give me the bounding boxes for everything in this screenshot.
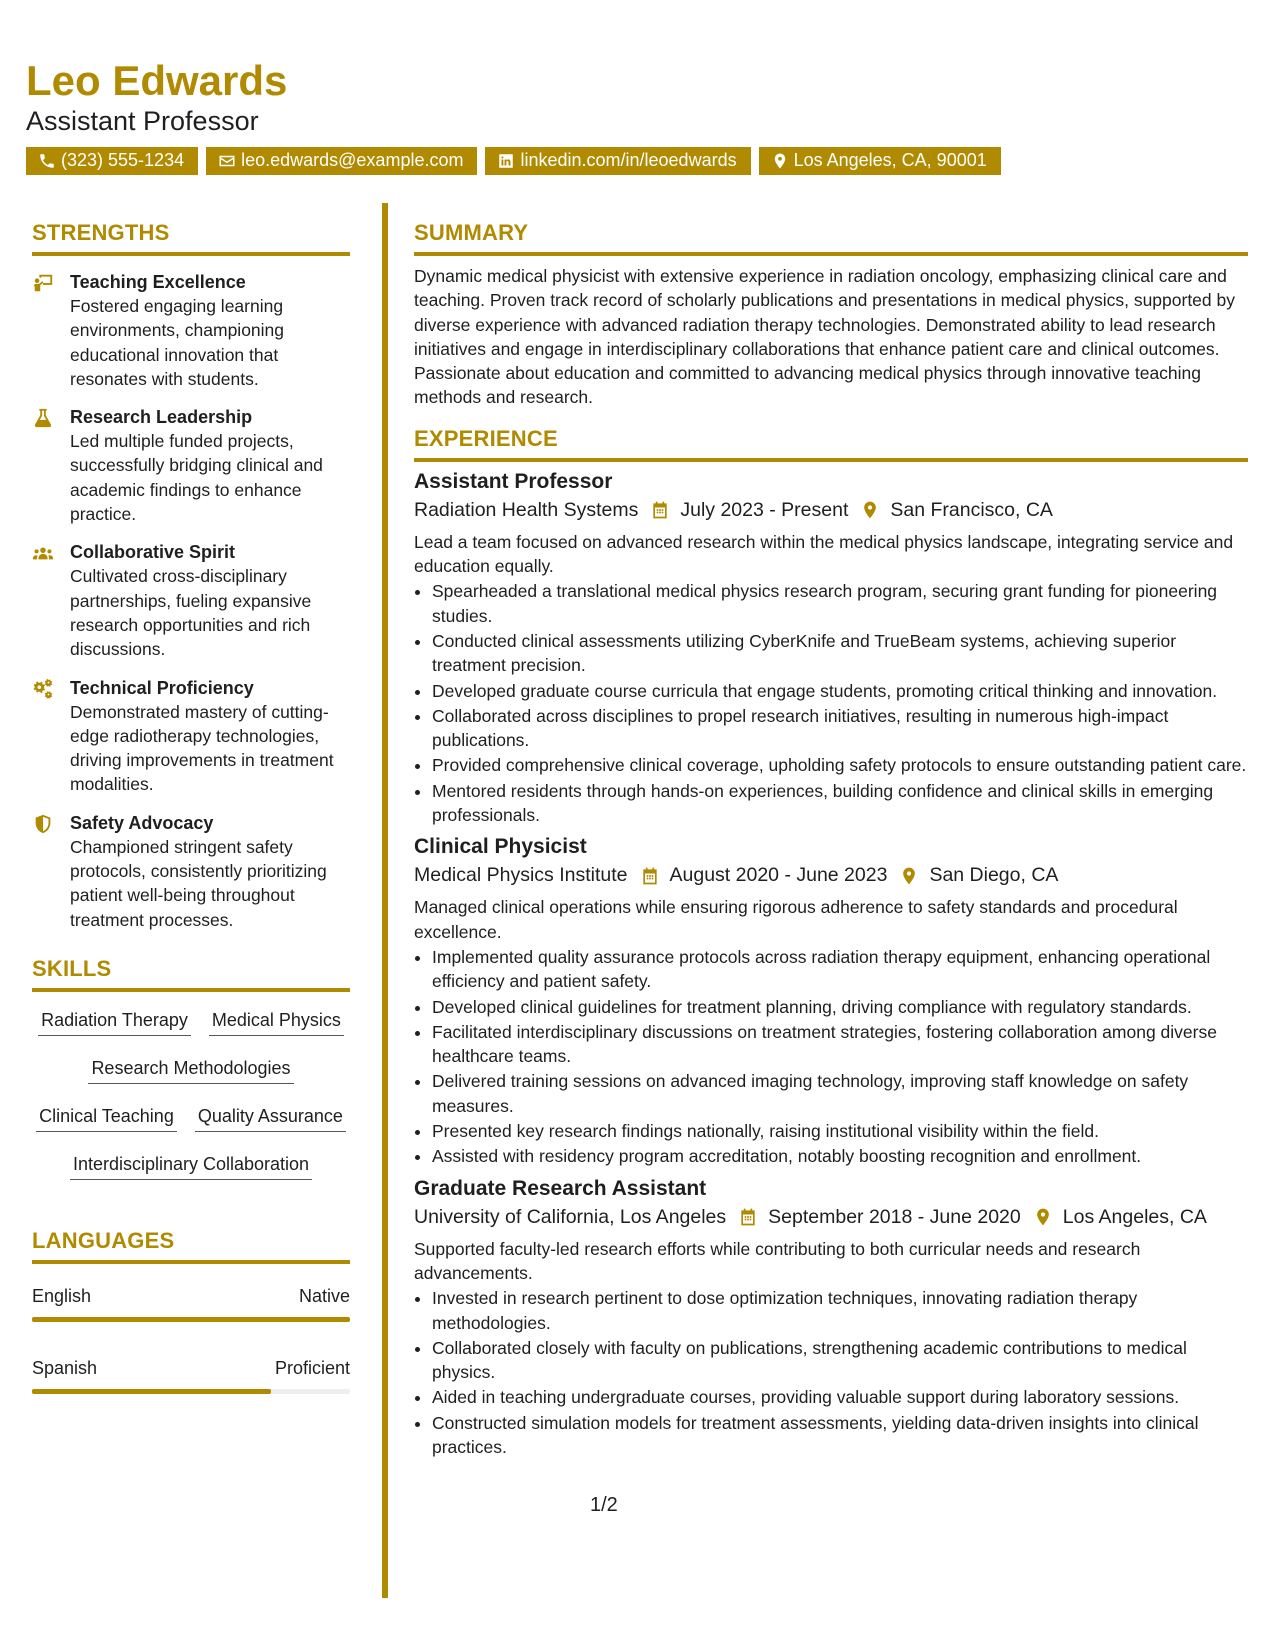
job-bullet: • Developed clinical guidelines for treatment planning, driving compliance with regulatory standards. [432,995,1248,1019]
strength-item [32,811,350,932]
job-bullet: • Developed graduate course curricula that engage students, promoting critical thinking and innovation. [432,679,1248,703]
skills-section [32,956,350,1180]
skills-heading: SKILLS [32,955,112,981]
language-level: Native [298,1285,350,1306]
job-bullet: • Conducted clinical assessments utilizing CyberKnife and TrueBeam systems, achieving superior treatment precision. [432,629,1248,678]
job-title: Assistant Professor [414,469,613,493]
page-number: 1/2 [590,1494,618,1516]
gears-icon [32,678,54,700]
language-level: Proficient [274,1357,350,1378]
strength-item [32,676,350,797]
strength-desc: Championed stringent safety protocols, consistently prioritizing patient well-being throughout treatment processes. [70,836,327,930]
job-company: University of California, Los Angeles [414,1205,727,1228]
job-bullets [414,1286,1248,1459]
section-rule [32,988,350,992]
section-rule [414,252,1248,256]
job-meta [414,864,1248,887]
experience-section [414,426,1248,1460]
calendar-icon [738,1207,758,1227]
location-pin-icon [1033,1207,1053,1227]
languages-heading: LANGUAGES [32,1227,175,1253]
job-location: Los Angeles, CA [1062,1205,1207,1228]
job-dates: July 2023 - Present [680,498,849,521]
job-bullet: • Provided comprehensive clinical coverage, upholding safety protocols to ensure outstanding patient care. [432,753,1248,777]
strength-desc: Cultivated cross-disciplinary partnerships, fueling expansive research opportunities and rich discussions. [70,566,312,660]
candidate-title: Assistant Professor [26,106,259,137]
summary-heading: SUMMARY [414,220,529,245]
strength-desc: Fostered engaging learning environments, championing educational innovation that resonates with students. [70,296,285,389]
job-bullet: • Presented key research findings nationally, raising institutional visibility within the field. [432,1119,1248,1143]
phone-icon [38,152,56,170]
job-meta [414,499,1248,522]
strength-desc: Demonstrated mastery of cutting-edge radiotherapy technologies, driving improvements in treatment modalities. [70,701,334,795]
contact-email[interactable] [206,147,477,175]
job-location: San Francisco, CA [890,498,1053,521]
strength-title: Research Leadership [70,407,253,428]
strength-item [32,540,350,661]
job-bullet: • Collaborated across disciplines to propel research initiatives, resulting in numerous high-impact publications. [432,704,1248,753]
language-level-fill [32,1389,271,1394]
job-dates: August 2020 - June 2023 [669,864,888,887]
strength-desc: Led multiple funded projects, successfully bridging clinical and academic findings to enhance practice. [70,431,323,525]
job-location: San Diego, CA [929,864,1059,887]
right-column [414,220,1248,1465]
job-bullet: • Constructed simulation models for treatment assessments, yielding data-driven insights into clinical practices. [432,1411,1248,1460]
job-company: Medical Physics Institute [414,864,628,887]
contact-location-text: Los Angeles, CA, 90001 [793,150,987,171]
language-name: Spanish [32,1357,98,1378]
job-bullet: • Facilitated interdisciplinary discussions on treatment strategies, fostering collaboration among diverse healthcare teams. [432,1020,1248,1069]
experience-heading: EXPERIENCE [414,425,558,451]
job-bullets [414,945,1248,1169]
left-column [32,220,350,1394]
skill-tag: Radiation Therapy [38,1010,191,1036]
job-dates: September 2018 - June 2020 [768,1205,1021,1228]
job-bullet: • Mentored residents through hands-on experiences, building confidence and clinical skills in emerging professionals. [432,779,1248,828]
job-bullet: • Aided in teaching undergraduate courses, providing valuable support during laboratory sessions. [432,1385,1248,1409]
location-pin-icon [771,152,789,170]
job-bullet: • Implemented quality assurance protocols across radiation therapy equipment, enhancing operational efficiency and patient safety. [432,945,1248,994]
column-divider [382,203,388,1598]
job-entry [414,835,1248,1168]
job-entry [414,1177,1248,1460]
users-icon [32,542,54,564]
strength-title: Teaching Excellence [70,272,246,292]
teacher-icon [32,272,54,294]
linkedin-icon [497,152,515,170]
skill-tag: Quality Assurance [195,1106,346,1132]
location-pin-icon [899,866,919,886]
job-bullet: • Collaborated closely with faculty on publications, strengthening academic contributions to medical physics. [432,1336,1248,1385]
job-entry [414,470,1248,828]
job-meta [414,1206,1248,1229]
job-title: Clinical Physicist [414,835,587,859]
languages-section [32,1228,350,1394]
job-description: Managed clinical operations while ensuring rigorous adherence to safety standards and procedural excellence. [414,897,1178,942]
calendar-icon [650,500,670,520]
job-bullet: • Delivered training sessions on advanced imaging technology, improving staff knowledge on safety measures. [432,1069,1248,1118]
job-bullets [414,579,1248,827]
skills-list [32,1010,350,1180]
contact-phone[interactable] [26,147,198,175]
job-title: Graduate Research Assistant [414,1176,707,1200]
contact-bar [26,147,1235,175]
job-description: Supported faculty-led research efforts while contributing to both curricular needs and research advancements. [414,1238,1141,1283]
shield-icon [32,813,54,835]
job-bullet: • Invested in research pertinent to dose optimization techniques, innovating radiation therapy methodologies. [432,1286,1248,1335]
language-level-fill [32,1317,350,1322]
skill-tag: Medical Physics [209,1010,344,1036]
job-bullet: • Spearheaded a translational medical physics research program, securing grant funding for pioneering studies. [432,579,1248,628]
strength-item [32,270,350,391]
contact-linkedin[interactable] [485,147,750,175]
summary-section [414,220,1248,410]
contact-location [759,147,1001,175]
section-rule [32,252,350,256]
job-bullet: • Assisted with residency program accreditation, notably boosting recognition and enrollment. [432,1144,1248,1168]
skill-tag: Clinical Teaching [36,1106,177,1132]
skill-tag: Research Methodologies [88,1058,293,1084]
candidate-name: Leo Edwards [26,57,288,104]
language-item [32,1286,350,1322]
strength-item [32,405,350,526]
contact-email-text: leo.edwards@example.com [241,150,464,171]
resume-header [26,58,1235,175]
language-item [32,1358,350,1394]
language-level-bar [32,1317,350,1322]
strength-title: Safety Advocacy [70,812,214,833]
location-pin-icon [860,500,880,520]
section-rule [414,458,1248,462]
summary-text: Dynamic medical physicist with extensive experience in radiation oncology, emphasizing clinical care and teaching. Proven track record of scholarly publications and presentations in medical physics, supported by diverse experience with advanced radiation therapy technologies. Demonstrated ability to lead research initiatives and engage in interdisciplinary collaborations that enhance patient care and clinical outcomes. Passionate about education and committed to advancing medical physics through innovative teaching methods and research. [414,266,1235,408]
envelope-icon [218,152,236,170]
contact-linkedin-text: linkedin.com/in/leoedwards [520,150,737,171]
strengths-heading: STRENGTHS [32,220,170,245]
language-level-bar [32,1389,350,1394]
language-name: English [32,1285,92,1306]
flask-icon [32,407,54,429]
job-description: Lead a team focused on advanced research within the medical physics landscape, integrating service and education equally. [414,531,1234,577]
strength-title: Technical Proficiency [70,677,254,698]
strengths-section [32,220,350,932]
job-company: Radiation Health Systems [414,498,639,521]
calendar-icon [640,866,660,886]
contact-phone-text: (323) 555-1234 [61,150,185,171]
job-list [414,470,1248,1460]
section-rule [32,1260,350,1264]
skill-tag: Interdisciplinary Collaboration [70,1154,312,1180]
strength-title: Collaborative Spirit [70,542,236,563]
